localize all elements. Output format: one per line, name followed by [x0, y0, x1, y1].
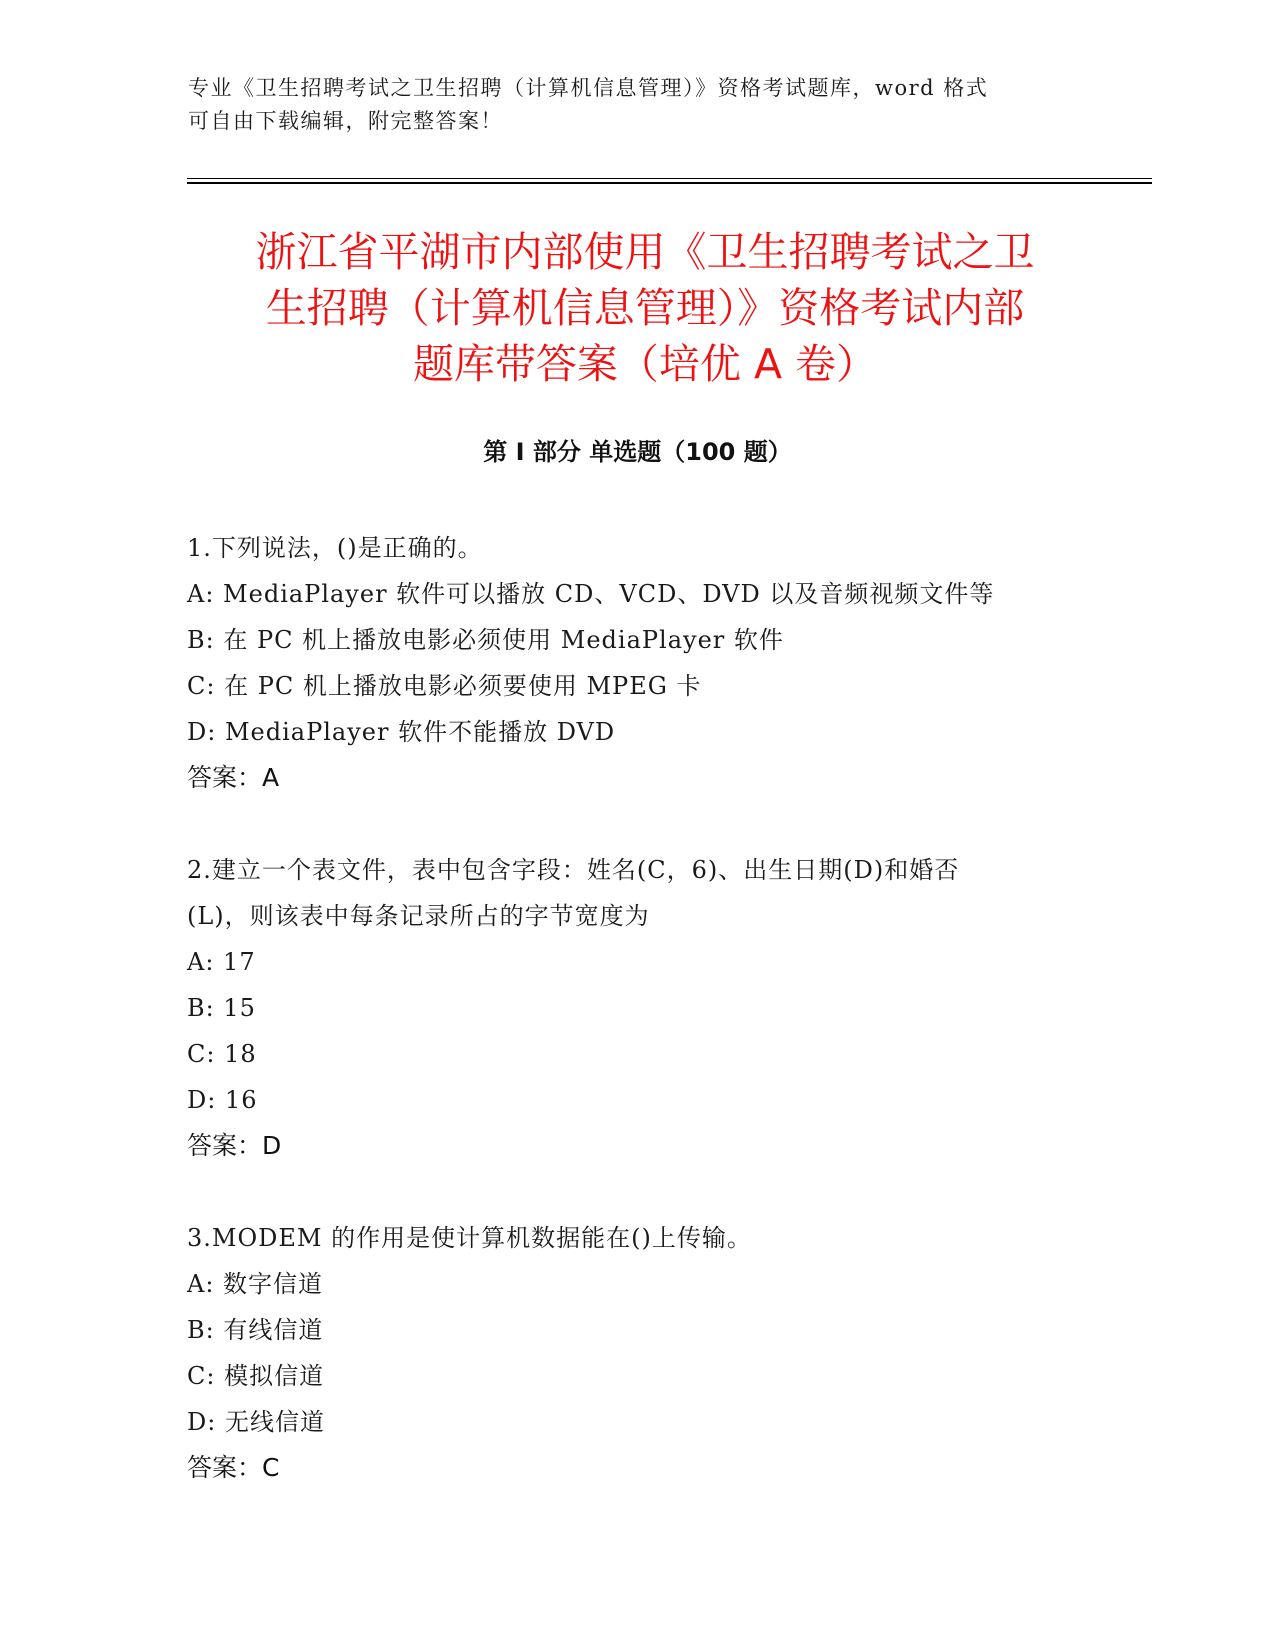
title-line-2: 生招聘（计算机信息管理）》资格考试内部 — [265, 284, 1025, 332]
answer: 答案：A — [187, 763, 280, 792]
header-rule-thick — [187, 182, 1152, 184]
question-3 — [187, 1215, 1087, 1491]
option-c: C: 模拟信道 — [187, 1362, 325, 1390]
title-line-1: 浙江省平湖市内部使用《卫生招聘考试之卫 — [255, 228, 1035, 276]
section-heading: 第 I 部分 单选题（100 题） — [483, 438, 792, 466]
question-stem-continued: (L)，则该表中每条记录所占的字节宽度为 — [187, 902, 650, 930]
header-rule-thin — [187, 178, 1152, 179]
option-c: C: 18 — [187, 1040, 257, 1068]
option-b: B: 有线信道 — [187, 1316, 324, 1344]
option-b: B: 在 PC 机上播放电影必须使用 MediaPlayer 软件 — [187, 626, 784, 654]
question-stem: 2.建立一个表文件，表中包含字段：姓名(C，6)、出生日期(D)和婚否 — [187, 856, 960, 884]
question-2 — [187, 847, 1087, 1169]
question-1 — [187, 525, 1087, 801]
answer: 答案：D — [187, 1131, 282, 1160]
option-d: D: 无线信道 — [187, 1408, 325, 1436]
option-b: B: 15 — [187, 994, 256, 1022]
option-a: A: MediaPlayer 软件可以播放 CD、VCD、DVD 以及音频视频文件等 — [187, 580, 995, 608]
question-list — [187, 525, 1087, 1537]
answer: 答案：C — [187, 1453, 280, 1482]
header-note-line-2: 可自由下载编辑，附完整答案！ — [188, 109, 503, 133]
question-stem: 3.MODEM 的作用是使计算机数据能在()上传输。 — [187, 1224, 752, 1252]
document-title — [180, 224, 1110, 392]
header-note — [188, 72, 1068, 138]
option-a: A: 17 — [187, 948, 256, 976]
option-d: D: 16 — [187, 1086, 258, 1114]
title-line-3: 题库带答案（培优 A 卷） — [412, 340, 878, 388]
question-stem: 1.下列说法，()是正确的。 — [187, 534, 483, 562]
option-c: C: 在 PC 机上播放电影必须要使用 MPEG 卡 — [187, 672, 702, 700]
option-a: A: 数字信道 — [187, 1270, 324, 1298]
option-d: D: MediaPlayer 软件不能播放 DVD — [187, 718, 616, 746]
header-note-line-1: 专业《卫生招聘考试之卫生招聘（计算机信息管理）》资格考试题库，word 格式 — [188, 76, 989, 100]
